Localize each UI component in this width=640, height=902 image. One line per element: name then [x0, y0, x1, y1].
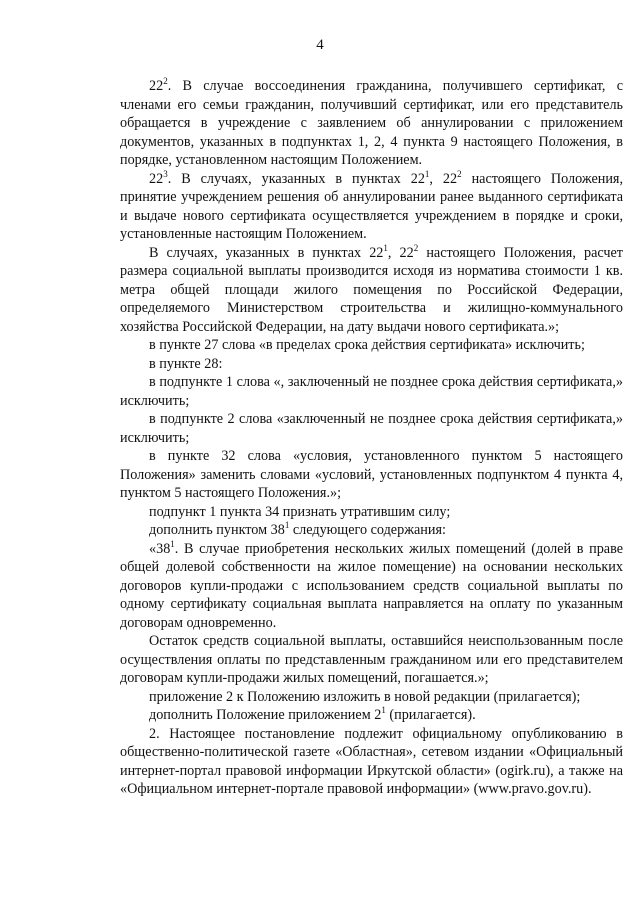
- page-number: 4: [316, 37, 324, 53]
- paragraph-calculation: В случаях, указанных в пунктах $22^1$, $22^2$ настоящего Положения, расчет размера социальной выплаты производится исходя из норматива стоимости 1 кв. метра общей площади жилого помещения по Российской Федерации, определяемого Министерством строительства и жилищно-коммунального хозяйства Российской Федерации, на дату выдачи нового сертификата.»;: [120, 242, 624, 335]
- paragraph-38-1-text: «$38^1$. В случае приобретения нескольких жилых помещений (долей в праве общей долевой собственности на жилое помещение) на основании нескольких договоров купли-продажи с использованием средств социальной выплаты по одному сертификату социальная выплата направляется на оплату по указанным договорам одновременно.: [120, 538, 623, 631]
- paragraph-item-34: подпункт 1 пункта 34 признать утратившим силу;: [149, 503, 451, 520]
- paragraph-add-38-1: дополнить пунктом $38^1$ следующего содержания:: [149, 520, 446, 538]
- paragraph-appendix-2: приложение 2 к Положению изложить в новой редакции (прилагается);: [149, 688, 581, 705]
- paragraph-subitem-1: в подпункте 1 слова «, заключенный не позднее срока действия сертификата,» исключить;: [120, 374, 623, 409]
- paragraph-appendix-2-1: дополнить Положение приложением $2^1$ (прилагается).: [149, 705, 476, 723]
- paragraph-22-2: $22^2$. В случае воссоединения гражданина, получившего сертификат, с членами его семьи гражданин, получивший сертификат, или его представитель обращается в учреждение с заявлением об аннулировании с приложением документов, указанных в подпунктах 1, 2, 4 пункта 9 настоящего Положения, в порядке, установленном настоящим Положением.: [120, 76, 623, 168]
- paragraph-item-27: в пункте 27 слова «в пределах срока действия сертификата» исключить;: [149, 337, 585, 353]
- paragraph-subitem-2: в подпункте 2 слова «заключенный не позднее срока действия сертификата,» исключить;: [120, 411, 623, 446]
- document-body: [120, 77, 623, 799]
- paragraph-22-3: $22^3$. В случаях, указанных в пунктах $22^1$, $22^2$ настоящего Положения, принятие учреждением решения об аннулировании ранее выданного сертификата и выдаче нового сертификата осуществляется учреждением в порядке и сроки, установленные настоящим Положением.: [120, 168, 624, 242]
- paragraph-item-32: в пункте 32 слова «условия, установленного пунктом 5 настоящего Положения» заменить словами «условий, установленных подпунктом 4 пункта 4, пунктом 5 настоящего Положения.»;: [120, 448, 623, 501]
- paragraph-remainder: Остаток средств социальной выплаты, оставшийся неиспользованным после осуществления оплаты по представленным гражданином или его представителем договорам купли-продажи жилых помещений, погашается.»;: [120, 633, 623, 686]
- paragraph-publication: 2. Настоящее постановление подлежит официальному опубликованию в общественно-политической газете «Областная», сетевом издании «Официальный интернет-портал правовой информации Иркутской области» (ogirk.ru), а также на «Официальном интернет-портале правовой информации» (www.pravo.gov.ru).: [120, 725, 623, 797]
- paragraph-item-28: в пункте 28:: [149, 355, 223, 372]
